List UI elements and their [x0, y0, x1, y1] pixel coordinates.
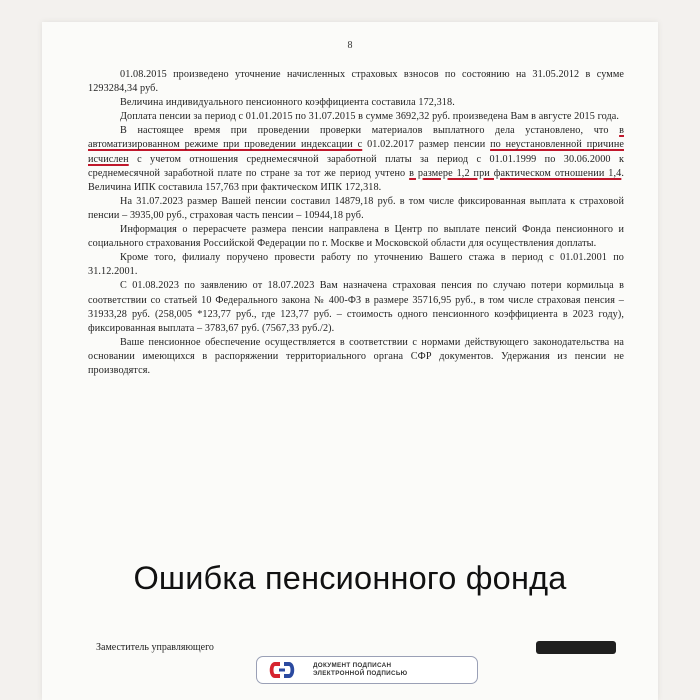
- sfr-logo-icon: [265, 659, 299, 681]
- document-page: [42, 22, 658, 700]
- finding-text-2: 01.02.2017 размер пенсии: [362, 139, 491, 151]
- paragraph-supplement: Доплата пенсии за период с 01.01.2015 по 31.07.2015 в сумме 3692,32 руб. произведена Вам в августе 2015 года.: [120, 111, 620, 123]
- finding-text-4: . Величина ИПК составила 157,763 при фактическом ИПК 172,318.: [88, 167, 624, 193]
- finding-text-3: с учетом отношения среднемесячной заработной платы за период с 01.01.1999 по 30.06.2000 к среднемесячной заработной плате по стране за тот же период учтено: [88, 153, 624, 179]
- paragraph-pension-size: На 31.07.2023 размер Вашей пенсии составил 14879,18 руб. в том числе фиксированная выплата к страховой пенсии – 3935,00 руб., страховая часть пенсии – 10944,18 руб.: [88, 195, 624, 221]
- overlay-caption: Ошибка пенсионного фонда: [133, 560, 567, 596]
- letter-body: [88, 68, 624, 378]
- paragraph-contributions: 01.08.2015 произведено уточнение начисленных страховых взносов по состоянию на 31.05.2012 в сумме 1293284,34 руб.: [88, 69, 624, 95]
- finding-text-1: В настоящее время при проведении проверки материалов выплатного дела установлено, что: [120, 125, 620, 137]
- page-number: 8: [347, 40, 353, 51]
- paragraph-ipk: Величина индивидуального пенсионного коэффициента составила 172,318.: [120, 97, 455, 109]
- stamp-line-2: ЭЛЕКТРОННОЙ ПОДПИСЬЮ: [313, 670, 408, 677]
- signer-title: Заместитель управляющего: [96, 642, 214, 653]
- redacted-name: [536, 641, 616, 654]
- paragraph-survivor-pension: С 01.08.2023 по заявлению от 18.07.2023 Вам назначена страховая пенсия по случаю потери кормильца в соответствии со статьей 10 Федерального закона № 400-ФЗ в размере 35716,95 руб., в том числе страховая пенсия – 31933,28 руб. (258,005 *123,77 руб., где 123,77 руб. – стоимость одного пенсионного коэффициента в 2023 году), фиксированная выплата – 3783,67 руб. (7567,33 руб./2).: [88, 280, 624, 334]
- paragraph-recalculation-info: Информация о перерасчете размера пенсии направлена в Центр по выплате пенсий Фонда пенсионного и социального страхования Российской Федерации по г. Москве и Московской области для осуществления доплаты.: [88, 224, 624, 250]
- paragraph-finding: [88, 124, 624, 194]
- e-signature-stamp: [256, 656, 478, 684]
- underlined-automated-mode: в автоматизированном режиме при проведении индексации с: [88, 125, 624, 151]
- paragraph-seniority: Кроме того, филиалу поручено провести работу по уточнению Вашего стажа в период с 01.01.2001 по 31.12.2001.: [88, 252, 624, 278]
- paragraph-provision: Ваше пенсионное обеспечение осуществляется в соответствии с нормами действующего законодательства на основании имеющихся в распоряжении территориального органа СФР документов. Удержания из пенсии не производятся.: [88, 336, 624, 376]
- stamp-line-1: ДОКУМЕНТ ПОДПИСАН: [313, 662, 392, 669]
- underlined-ratio: в размере 1,2 при фактическом отношении 1,4: [409, 167, 622, 179]
- underlined-unknown-reason: по неустановленной причине исчислен: [88, 139, 624, 165]
